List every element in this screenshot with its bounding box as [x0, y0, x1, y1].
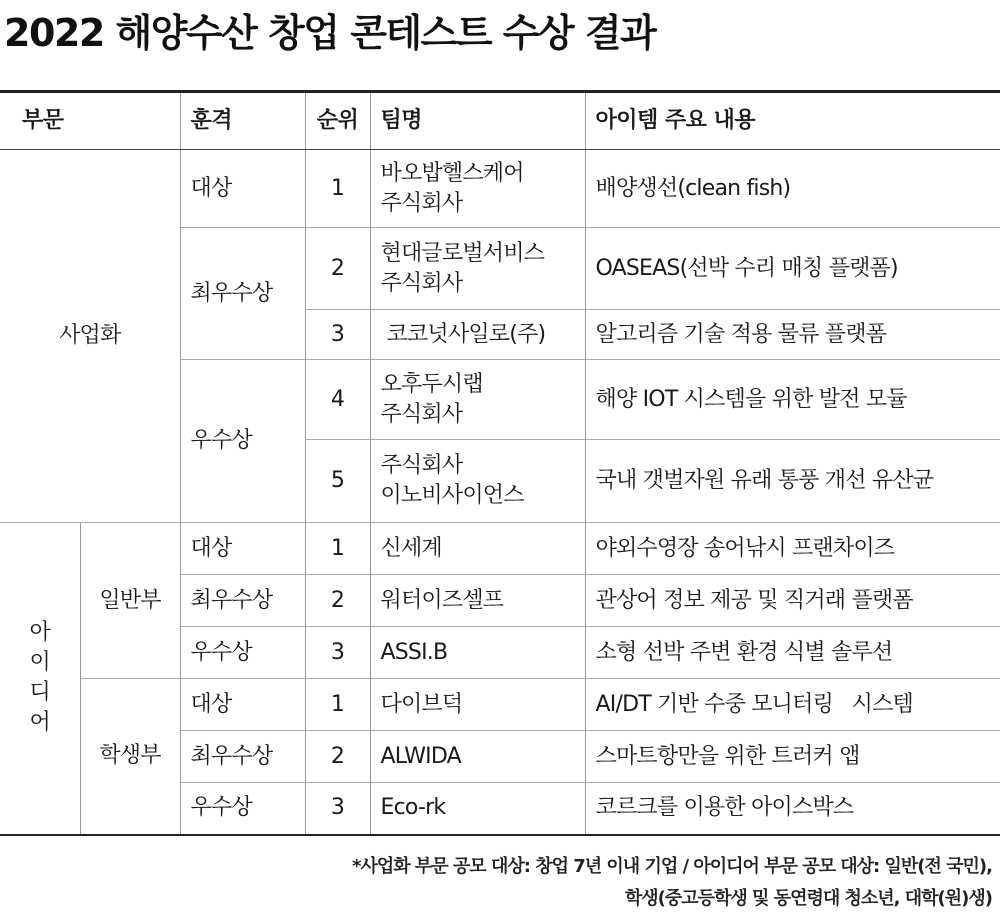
header-category: 부문	[0, 92, 180, 150]
award-cell: 우수상	[180, 627, 305, 679]
table-header-row	[0, 92, 1000, 150]
team-line: 바오밥헬스케어	[380, 160, 524, 186]
category-idea-char: 이	[29, 650, 50, 676]
header-item: 아이템 주요 내용	[585, 92, 1000, 150]
team-cell	[370, 228, 585, 310]
item-cell: 코르크를 이용한 아이스박스	[585, 783, 1000, 835]
subcategory-general: 일반부	[80, 523, 180, 679]
item-cell: AI/DT 기반 수중 모니터링 시스템	[585, 679, 1000, 731]
rank-cell: 1	[305, 150, 370, 228]
item-cell: 배양생선(clean fish)	[585, 150, 1000, 228]
team-cell	[370, 360, 585, 440]
rank-cell: 1	[305, 523, 370, 575]
team-cell	[370, 440, 585, 523]
category-business: 사업화	[59, 323, 121, 348]
table-row	[0, 679, 1000, 731]
results-table	[0, 90, 1000, 836]
team-cell: 다이브덕	[370, 679, 585, 731]
team-cell: ALWIDA	[370, 731, 585, 783]
award-cell: 우수상	[180, 783, 305, 835]
rank-cell: 3	[305, 783, 370, 835]
award-cell: 대상	[180, 679, 305, 731]
table-row	[0, 150, 1000, 228]
award-cell: 최우수상	[180, 731, 305, 783]
subcategory-student: 학생부	[80, 679, 180, 835]
team-line: 오후두시랩	[380, 371, 483, 397]
award-cell: 최우수상	[180, 575, 305, 627]
item-cell: 국내 갯벌자원 유래 통풍 개선 유산균	[585, 440, 1000, 523]
team-cell: 코코넛사일로(주)	[370, 310, 585, 360]
team-line: 주식회사	[380, 270, 463, 296]
item-cell: 야외수영장 송어낚시 프랜차이즈	[585, 523, 1000, 575]
rank-cell: 2	[305, 731, 370, 783]
rank-cell: 3	[305, 310, 370, 360]
footnote-line-1: *사업화 부문 공모 대상: 창업 7년 이내 기업 / 아이디어 부문 공모 대상: 일반(전 국민),	[352, 856, 992, 877]
header-rank: 순위	[305, 92, 370, 150]
page-title: 2022 해양수산 창업 콘테스트 수상 결과	[4, 11, 656, 55]
item-cell: 알고리즘 기술 적용 물류 플랫폼	[585, 310, 1000, 360]
team-line: 주식회사	[380, 453, 463, 478]
rank-cell: 4	[305, 360, 370, 440]
team-line: 주식회사	[380, 401, 463, 427]
rank-cell: 1	[305, 679, 370, 731]
header-team: 팀명	[370, 92, 585, 150]
award-cell: 대상	[180, 523, 305, 575]
category-idea-char: 디	[29, 680, 50, 706]
team-line: 주식회사	[380, 190, 463, 216]
item-cell: 소형 선박 주변 환경 식별 솔루션	[585, 627, 1000, 679]
table-row	[0, 523, 1000, 575]
award-cell: 대상	[180, 150, 305, 228]
footnote-line-2: 학생(중고등학생 및 동연령대 청소년, 대학(원)생)	[624, 888, 992, 909]
rank-cell: 3	[305, 627, 370, 679]
item-cell: 스마트항만을 위한 트러커 앱	[585, 731, 1000, 783]
item-cell: 관상어 정보 제공 및 직거래 플랫폼	[585, 575, 1000, 627]
item-cell: 해양 IOT 시스템을 위한 발전 모듈	[585, 360, 1000, 440]
award-cell: 우수상	[180, 360, 305, 523]
team-cell: 신세계	[370, 523, 585, 575]
team-cell	[370, 150, 585, 228]
rank-cell: 2	[305, 228, 370, 310]
team-line: 현대글로벌서비스	[380, 240, 545, 266]
team-cell: Eco-rk	[370, 783, 585, 835]
header-award: 훈격	[180, 92, 305, 150]
category-idea	[0, 523, 80, 835]
team-line: 이노비사이언스	[380, 483, 524, 508]
item-cell: OASEAS(선박 수리 매칭 플랫폼)	[585, 228, 1000, 310]
team-cell: ASSI.B	[370, 627, 585, 679]
team-cell: 워터이즈셀프	[370, 575, 585, 627]
category-idea-char: 어	[29, 710, 50, 736]
award-cell: 최우수상	[180, 228, 305, 360]
rank-cell: 2	[305, 575, 370, 627]
rank-cell: 5	[305, 440, 370, 523]
category-idea-char: 아	[29, 620, 50, 646]
